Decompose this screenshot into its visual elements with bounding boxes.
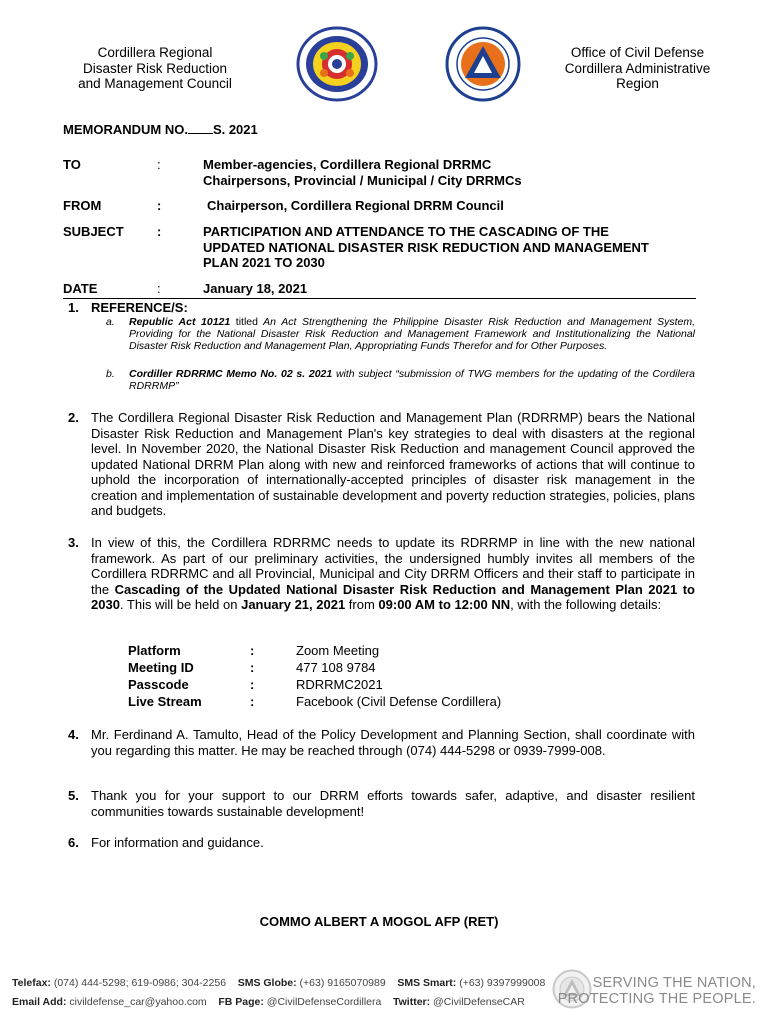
slogan-line: PROTECTING THE PEOPLE. (557, 991, 756, 1007)
detail-colon: : (250, 660, 255, 675)
detail-colon: : (250, 677, 255, 692)
memorandum-series: S. 2021 (212, 122, 258, 137)
subject-colon: : (157, 224, 162, 239)
references-number: 1. (68, 300, 79, 315)
references-heading: REFERENCE/S: (91, 300, 188, 315)
detail-colon: : (250, 643, 255, 658)
footer-slogan (558, 975, 756, 1007)
date-colon: : (157, 281, 161, 296)
meeting-detail-row (128, 676, 501, 693)
to-line: Member-agencies, Cordillera Regional DRRMC (203, 157, 492, 172)
reference-b (129, 368, 695, 392)
detail-value: Zoom Meeting (296, 643, 380, 658)
from-value: Chairperson, Cordillera Regional DRRM Council (207, 198, 504, 213)
subject-label: SUBJECT (63, 224, 124, 239)
detail-value: RDRRMC2021 (296, 677, 383, 692)
detail-colon: : (250, 694, 255, 709)
sms-smart-label: SMS Smart: (397, 977, 457, 989)
paragraph-5: Thank you for your support to our DRRM efforts towards safer, adaptive, and disaster resilient communities towards sustainable development! (91, 788, 695, 819)
telefax-value: (074) 444-5298; 619-0986; 304-2256 (50, 977, 227, 989)
header-left-line: and Management Council (78, 76, 232, 91)
from-colon: : (157, 198, 162, 213)
header-divider (63, 298, 696, 299)
slogan-line: SERVING THE NATION, (592, 975, 756, 991)
paragraph-3-tail: , with the following details: (510, 597, 662, 612)
subject-line: PARTICIPATION AND ATTENDANCE TO THE CASCADING OF THE (203, 224, 609, 239)
meeting-detail-row (128, 659, 501, 676)
to-colon: : (157, 157, 161, 172)
sms-smart-value: (+63) 9397999008 (456, 977, 546, 989)
header-left-office (60, 45, 250, 92)
detail-label: Meeting ID (128, 660, 194, 675)
paragraph-4-number: 4. (68, 727, 79, 742)
reference-a (129, 316, 695, 352)
detail-label: Live Stream (128, 694, 202, 709)
paragraph-3-from: from (345, 597, 379, 612)
reference-a-titled: titled (230, 316, 258, 328)
detail-value: 477 108 9784 (296, 660, 376, 675)
email-label: Email Add: (12, 996, 67, 1008)
header-right-line: Office of Civil Defense (570, 45, 705, 60)
date-value: January 18, 2021 (203, 281, 308, 296)
header-left-line: Cordillera Regional (97, 45, 213, 60)
paragraph-4: Mr. Ferdinand A. Tamulto, Head of the Policy Development and Planning Section, shall coordinate with you regarding this matter. He may be reached through (074) 444-5298 or 0939-7999-008. (91, 727, 695, 758)
paragraph-3-held: . This will be held on (119, 597, 242, 612)
header-right-line: Region (616, 76, 659, 91)
paragraph-3 (91, 535, 695, 613)
meeting-detail-row (128, 642, 501, 659)
footer-contact-line-2 (12, 996, 525, 1008)
to-label: TO (63, 157, 81, 172)
paragraph-6: For information and guidance. (91, 835, 264, 850)
twitter-label: Twitter: (393, 996, 431, 1008)
to-line: Chairpersons, Provincial / Municipal / City DRRMCs (203, 172, 522, 188)
reference-a-title: Republic Act 10121 (129, 316, 231, 328)
paragraph-3-number: 3. (68, 535, 79, 550)
header-right-line: Cordillera Administrative (564, 60, 711, 76)
reference-b-title: Cordiller RDRRMC Memo No. 02 s. 2021 (129, 368, 333, 380)
memorandum-number-blank (188, 122, 213, 134)
telefax-label: Telefax: (12, 977, 51, 989)
paragraph-6-number: 6. (68, 835, 79, 850)
to-value (203, 157, 522, 188)
sms-globe-label: SMS Globe: (237, 977, 297, 989)
paragraph-3-time: 09:00 AM to 12:00 NN (378, 597, 511, 612)
date-label: DATE (63, 281, 98, 296)
sms-globe-value: (+63) 9165070989 (296, 977, 386, 989)
memorandum-label: MEMORANDUM NO. (63, 122, 188, 137)
subject-line: PLAN 2021 TO 2030 (203, 255, 325, 270)
header-left-line: Disaster Risk Reduction (82, 60, 228, 76)
meeting-details-table (128, 642, 501, 710)
footer-contact-line-1 (12, 977, 545, 989)
signatory-name: COMMO ALBERT A MOGOL AFP (RET) (259, 914, 499, 929)
header-right-office (545, 45, 730, 92)
meeting-detail-row (128, 693, 501, 710)
twitter-value: @CivilDefenseCAR (430, 996, 525, 1008)
reference-b-letter: b. (106, 368, 115, 380)
reference-b-text: with subject “submission of TWG members for the updating of the Cordilera RDRRMP” (129, 368, 695, 392)
paragraph-2: The Cordillera Regional Disaster Risk Reduction and Management Plan (RDRRMP) bears the National Disaster Risk Reduction and Management Plan's key strategies to deal with disasters at the regional level. In November 2020, the National Disaster Risk Reduction and management Council approved the updated National DRRM Plan along with new and reinforced frameworks of actions that will continue to uphold the incorporation of internationally-accepted principles of disaster risk management in the creation and implementation of sustainable development and poverty reduction strategies, policies, plans and budgets. (91, 410, 695, 518)
ocd-seal-icon (445, 26, 521, 102)
paragraph-3-intro: In view of this, the Cordillera RDRRMC needs to update its RDRRMP in line with the new national framework. As part of our preliminary activities, the undersigned humbly invites all members of the Cordillera RDRRMC and all Provincial, Municipal and City DRRM Officers and their staff to participate in the (91, 535, 695, 597)
from-label: FROM (63, 198, 102, 213)
reference-a-text: An Act Strengthening the Philippine Disaster Risk Reduction and Management System, Providing for the National Disaster Risk Reduction and Management Framework and Institutionalizing the National Disaster Risk Reduction and Management Plan, Appropriating Funds Therefor and for Other Purposes. (129, 316, 695, 352)
reference-a-letter: a. (106, 316, 115, 328)
subject-value (203, 224, 649, 271)
detail-label: Passcode (128, 677, 189, 692)
detail-label: Platform (128, 643, 181, 658)
fb-page-label: FB Page: (218, 996, 264, 1008)
subject-line: UPDATED NATIONAL DISASTER RISK REDUCTION AND MANAGEMENT (203, 239, 649, 255)
paragraph-3-event: Cascading of the Updated National Disaster Risk Reduction and Management Plan 2021 to 2030 (91, 581, 695, 612)
email-value: civildefense_car@yahoo.com (66, 996, 207, 1008)
detail-value: Facebook (Civil Defense Cordillera) (296, 694, 502, 709)
paragraph-5-number: 5. (68, 788, 79, 803)
rdrrmc-seal-icon (296, 26, 378, 102)
paragraph-2-number: 2. (68, 410, 79, 425)
memorandum-number (63, 122, 258, 138)
fb-page-value: @CivilDefenseCordillera (263, 996, 382, 1008)
paragraph-3-date: January 21, 2021 (241, 597, 346, 612)
